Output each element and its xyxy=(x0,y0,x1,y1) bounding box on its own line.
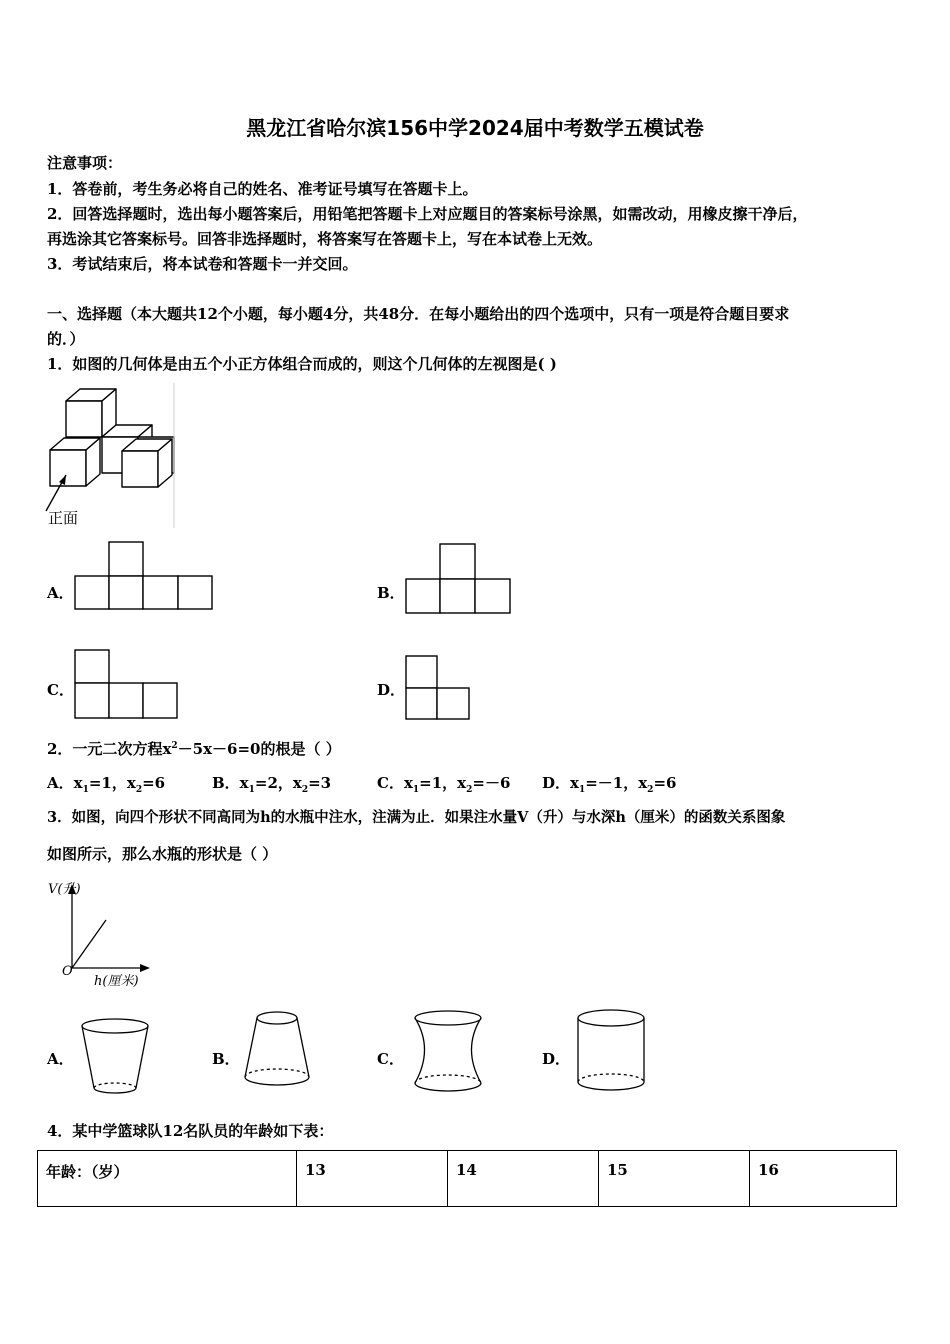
table-cell: 13 xyxy=(297,1151,448,1207)
table-cell: 16 xyxy=(750,1151,897,1207)
q3-option-c-label[interactable]: C． xyxy=(377,1050,404,1068)
q1-option-b-figure xyxy=(405,543,513,615)
q3-graph-origin: O xyxy=(62,964,73,979)
q3-option-d-label[interactable]: D． xyxy=(542,1050,571,1068)
q1-option-c-label[interactable]: C． xyxy=(47,681,74,699)
q3-option-b-bottle xyxy=(241,1009,313,1089)
q4-age-table xyxy=(37,1150,897,1207)
table-header-cell: 年龄：（岁） xyxy=(38,1151,297,1207)
section-heading-line1: 一、选择题（本大题共12个小题，每小题4分，共48分．在每小题给出的四个选项中，只有一项是符合题目要求 xyxy=(47,305,790,323)
notice-item-2: 2．回答选择题时，选出每小题答案后，用铅笔把答题卡上对应题目的答案标号涂黑，如需改动，用橡皮擦干净后， xyxy=(47,205,808,223)
notice-item-1: 1．答卷前，考生务必将自己的姓名、准考证号填写在答题卡上。 xyxy=(47,180,478,198)
q3-stem-line1: 3．如图，向四个形状不同高同为h的水瓶中注水，注满为止．如果注水量V（升）与水深h（厘米）的函数关系图象 xyxy=(47,809,786,826)
q3-option-d-bottle xyxy=(575,1008,647,1094)
table-cell: 14 xyxy=(448,1151,599,1207)
q2-stem: 2．一元二次方程$x^2-5x-6=0$的根是（ ） xyxy=(47,740,341,758)
q3-option-b-label[interactable]: B． xyxy=(212,1050,240,1068)
q3-option-c-bottle xyxy=(410,1009,486,1093)
q1-option-d-label[interactable]: D． xyxy=(377,681,406,699)
q3-option-a-label[interactable]: A． xyxy=(47,1050,74,1068)
q3-option-a-bottle xyxy=(80,1016,150,1096)
q1-option-b-label[interactable]: B． xyxy=(377,584,405,602)
table-cell: 15 xyxy=(599,1151,750,1207)
section-heading-line2: 的．） xyxy=(47,330,85,348)
q1-front-label: 正面 xyxy=(48,509,79,527)
q1-option-d-figure xyxy=(405,655,473,721)
page-title: 黑龙江省哈尔滨156中学2024届中考数学五模试卷 xyxy=(246,116,704,140)
q1-option-a-label[interactable]: A． xyxy=(47,584,74,602)
q3-graph-y-label: V(升) xyxy=(48,882,81,897)
q1-stem: 1．如图的几何体是由五个小正方体组合而成的，则这个几何体的左视图是( ) xyxy=(47,355,557,373)
q3-graph-x-label: h(厘米) xyxy=(94,974,139,989)
q1-option-c-figure xyxy=(74,648,180,720)
notice-item-3: 3．考试结束后，将本试卷和答题卡一并交回。 xyxy=(47,255,358,273)
q2-option-b[interactable]: B．$x_1=2$，$x_2=3$ xyxy=(212,774,332,795)
q2-option-c[interactable]: C．$x_1=1$，$x_2=-6$ xyxy=(377,774,511,795)
q2-option-d[interactable]: D．$x_1=-1$，$x_2=6$ xyxy=(542,774,677,795)
q2-option-a[interactable]: A．$x_1=1$，$x_2=6$ xyxy=(47,774,166,795)
notice-item-2-cont: 再选涂其它答案标号。回答非选择题时，将答案写在答题卡上，写在本试卷上无效。 xyxy=(47,230,603,248)
q4-stem: 4．某中学篮球队12名队员的年龄如下表： xyxy=(47,1122,334,1140)
q3-stem-line2: 如图所示，那么水瓶的形状是（ ） xyxy=(47,845,278,863)
q1-option-a-figure xyxy=(74,540,214,610)
table-row xyxy=(38,1151,897,1207)
notice-heading: 注意事项： xyxy=(47,154,123,172)
